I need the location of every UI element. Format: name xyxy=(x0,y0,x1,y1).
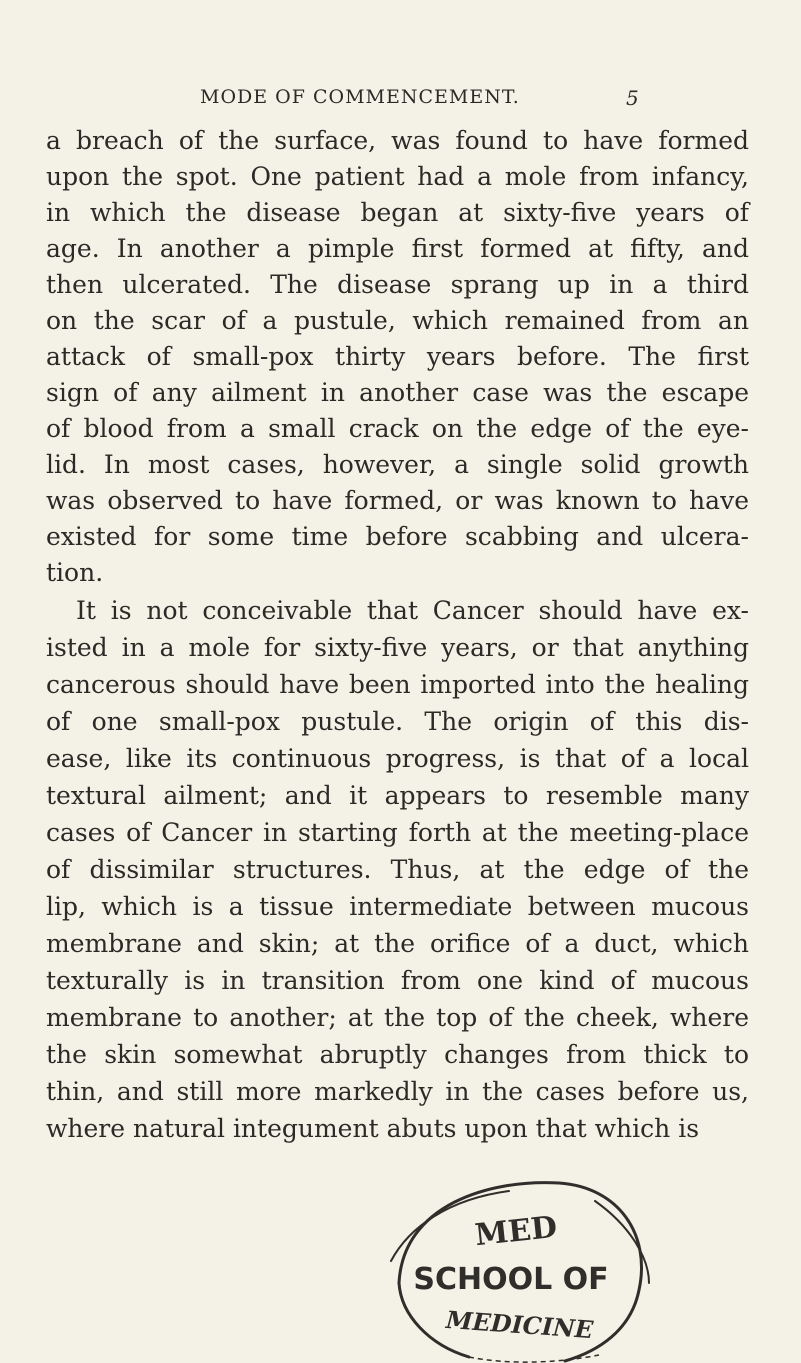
text-line: of one small-pox pustule. The origin of this dis- xyxy=(46,707,749,736)
text-line: was observed to have formed, or was known to have xyxy=(46,486,749,515)
text-line: in which the disease began at sixty-five years of xyxy=(46,198,749,227)
library-stamp xyxy=(369,1165,659,1363)
text-line: membrane to another; at the top of the cheek, where xyxy=(46,1003,749,1032)
page-number: 5 xyxy=(626,86,639,110)
text-line: ease, like its continuous progress, is that of a local xyxy=(46,744,749,773)
text-line: textural ailment; and it appears to resemble many xyxy=(46,781,749,810)
text-line: lid. In most cases, however, a single solid growth xyxy=(46,450,749,479)
text-line: attack of small-pox thirty years before. The first xyxy=(46,342,749,371)
text-line: isted in a mole for sixty-five years, or that anything xyxy=(46,633,749,662)
text-line: sign of any ailment in another case was the escape xyxy=(46,378,749,407)
text-line: cancerous should have been imported into the healing xyxy=(46,670,749,699)
text-line: membrane and skin; at the orifice of a duct, which xyxy=(46,929,749,958)
text-line: the skin somewhat abruptly changes from thick to xyxy=(46,1040,749,1069)
text-line: thin, and still more markedly in the cases before us, xyxy=(46,1077,749,1106)
text-line: upon the spot. One patient had a mole from infancy, xyxy=(46,162,749,191)
text-line: tion. xyxy=(46,558,104,587)
stamp-bottom-text: MEDICINE xyxy=(445,1304,595,1345)
text-line: cases of Cancer in starting forth at the meeting-place xyxy=(46,818,749,847)
text-line: where natural integument abuts upon that which is xyxy=(46,1114,700,1143)
text-line: on the scar of a pustule, which remained from an xyxy=(46,306,749,335)
text-line: then ulcerated. The disease sprang up in a third xyxy=(46,270,749,299)
text-line: a breach of the surface, was found to have formed xyxy=(46,126,749,155)
stamp-middle-text: SCHOOL OF xyxy=(413,1262,609,1297)
running-head-title: MODE OF COMMENCEMENT. xyxy=(200,86,520,108)
stamp-top-text: MED xyxy=(473,1209,559,1254)
text-line: of dissimilar structures. Thus, at the edge of the xyxy=(46,855,749,884)
text-line: age. In another a pimple first formed at fifty, and xyxy=(46,234,749,263)
text-line: lip, which is a tissue intermediate between mucous xyxy=(46,892,749,921)
running-head xyxy=(0,86,801,116)
paragraph-first-line: It is not conceivable that Cancer should have ex- xyxy=(76,596,749,625)
text-line: texturally is in transition from one kind of mucous xyxy=(46,966,749,995)
text-line: of blood from a small crack on the edge of the eye- xyxy=(46,414,749,443)
text-line: existed for some time before scabbing and ulcera- xyxy=(46,522,749,551)
